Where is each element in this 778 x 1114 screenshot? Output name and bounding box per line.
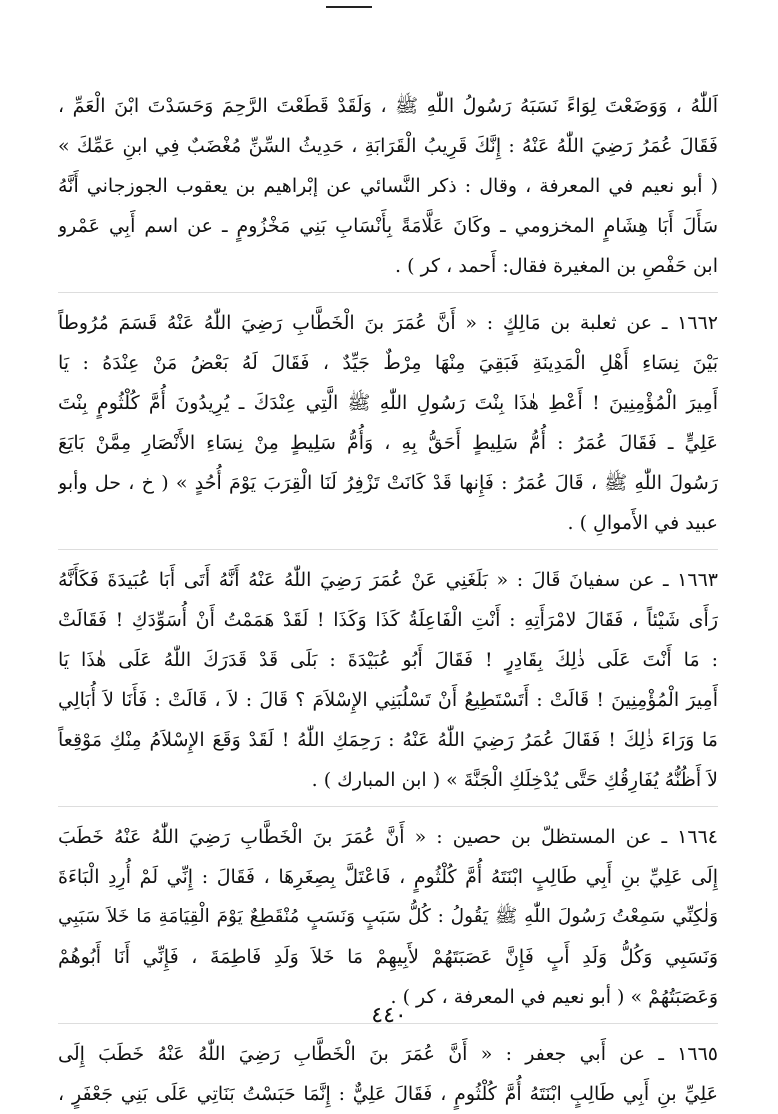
text-line: وَلٰكِنِّي سَمِعْتُ رَسُولَ اللّٰهِ ﷺ يَقُولُ : كُلُّ سَبَبٍ وَنَسَبٍ مُنْقَطِعٌ يَوْمَ الْقِيَامَةِ مَا خَلاَ سَبَبِي bbox=[58, 906, 718, 927]
paragraph-hadith-1664 bbox=[58, 817, 718, 1017]
text-line: ( أبو نعيم في المعرفة ، وقال : ذكر النَّسائي عن إبْراهيم بن يعقوب الجوزجاني أَنَّهُ bbox=[58, 175, 718, 197]
text-line: ١٦٦٥ ـ عن أَبي جعفر : « أَنَّ عُمَرَ بنَ الْخَطَّابِ رَضِيَ اللّٰهُ عَنْهُ خَطَبَ إِلَى bbox=[58, 1043, 718, 1065]
paragraph-hadith-1662 bbox=[58, 303, 718, 543]
text-line: ١٦٦٣ ـ عن سفيانَ قَالَ : « بَلَغَنِي عَنْ عُمَرَ رَضِيَ اللّٰهُ عَنْهُ أَنَّهُ أَتَى أَبَا عُبَيدَةَ فَكَأَنَّهُ bbox=[58, 569, 718, 591]
text-line: أَمِيرَ الْمُؤْمِنِينَ ! قَالَتْ : أَتَسْتَطِيعُ أَنْ تَسْلُبَنِي الإِسْلاَمَ ؟ قَالَ : لاَ ، قَالَتْ : فَأَنَا لاَ أُبَالِي bbox=[58, 689, 718, 711]
paragraph-divider bbox=[58, 292, 718, 293]
text-line: عبيد في الأَموالِ ) . bbox=[567, 512, 718, 534]
text-line: مَا وَرَاءَ ذٰلِكَ ! فَقَالَ عُمَرُ رَضِيَ اللّٰهُ عَنْهُ : رَحِمَكِ اللّٰهُ ! لَقَدْ وَقَعَ الإِسْلاَمُ مِنْكِ مَوْقِعاً bbox=[58, 729, 718, 751]
text-line: رَأَى شَيْئاً ، فَقَالَ لامْرَأَتِهِ : أَنْتِ الْفَاعِلَةُ كَذَا وَكَذَا ! لَقَدْ هَمَمْتُ أَنْ أُسَوِّدَكِ ! فَقَالَتْ bbox=[58, 609, 718, 631]
text-line: عَلِيٍّ ـ فَقَالَ عُمَرُ : أُمُّ سَلِيطٍ أَحَقُّ بِهِ ، وَأُمُّ سَلِيطٍ مِنْ نِسَاءِ الأَنْصَارِ مِمَّنْ بَايَعَ bbox=[58, 432, 718, 454]
page-number: ٤٤٠ bbox=[371, 1003, 407, 1028]
paragraph-intro bbox=[58, 86, 718, 286]
text-line: اَللّٰهُ ، وَوَضَعْتَ لِوَاءً نَسَبَهُ رَسُولُ اللّٰهِ ﷺ ، وَلَقَدْ قَطَعْتَ الرَّحِمَ وَحَسَدْتَ ابْنَ الْعَمِّ ، bbox=[58, 95, 718, 117]
text-line: إِلَى عَلِيِّ بنِ أَبِي طَالِبٍ ابْنَتَهُ أُمَّ كُلْثُومٍ ، فَاعْتَلَّ بِصِغَرِهَا ، فَقَالَ : إِنِّي لَمْ أُرِدِ الْبَاءَةَ bbox=[58, 866, 718, 888]
text-line: فَقَالَ عُمَرُ رَضِيَ اللّٰهُ عَنْهُ : إِنَّكَ قَرِيبُ الْقَرَابَةِ ، حَدِيثُ السِّنِّ مُغْضَبٌ فِي ابنِ عَمِّكَ » bbox=[58, 135, 718, 157]
top-rule bbox=[326, 6, 372, 8]
text-line: سَأَلَ أَبَا هِشَامٍ المخزومي ـ وكَانَ عَلَّامَةً بِأَنْسَابِ بَنِي مَخْزُومٍ ـ عن اسم أَبِي عَمْرو bbox=[58, 215, 718, 237]
text-line: عَلِيِّ بنِ أَبِي طَالِبٍ ابْنَتَهُ أُمَّ كُلْثُومٍ ، فَقَالَ عَلِيٌّ : إِنَّمَا حَبَسْتُ بَنَاتِي عَلَى بَنِي جَعْفَرٍ ، bbox=[58, 1083, 718, 1105]
page-body bbox=[58, 86, 718, 1114]
text-line: ١٦٦٤ ـ عن المستظلّ بن حصين : « أَنَّ عُمَرَ بنَ الْخَطَّابِ رَضِيَ اللّٰهُ عَنْهُ خَطَبَ bbox=[58, 826, 718, 848]
text-line: لاَ أَظُنُّهُ يُفَارِقُكِ حَتَّى يُدْخِلَكِ الْجَنَّةَ » ( ابن المبارك ) . bbox=[311, 769, 718, 791]
text-line: ١٦٦٢ ـ عن ثعلبة بن مَالِكٍ : « أَنَّ عُمَرَ بنَ الْخَطَّابِ رَضِيَ اللّٰهُ عَنْهُ قَسَمَ مُرُوطاً bbox=[58, 312, 718, 334]
text-line: وَعَصَبَتُهُمْ » ( أبو نعيم في المعرفة ، كر ) . bbox=[390, 986, 718, 1008]
paragraph-divider bbox=[58, 806, 718, 807]
text-line: أَمِيرَ الْمُؤْمِنِينَ ! أَعْطِ هٰذَا بِنْتَ رَسُولِ اللّٰهِ ﷺ الَّتِي عِنْدَكَ ـ يُرِيدُونَ أُمَّ كُلْثُومٍ بِنْتَ bbox=[58, 392, 718, 414]
paragraph-hadith-1665 bbox=[58, 1034, 718, 1114]
text-line: ابن حَفْصِ بن المغيرة فقال: أَحمد ، كر ) . bbox=[395, 255, 718, 277]
text-line: بَيْنَ نِسَاءِ أَهْلِ الْمَدِينَةِ فَبَقِيَ مِنْهَا مِرْطٌ جَيِّدٌ ، فَقَالَ لَهُ بَعْضُ مَنْ عِنْدَهُ : يَا bbox=[58, 352, 718, 374]
text-line: رَسُولَ اللّٰهِ ﷺ ، قَالَ عُمَرُ : فَإِنها قَدْ كَانَتْ تَزْفِرُ لَنَا الْقِرَبَ يَوْمَ أُحُدٍ » ( خ ، حل وأبو bbox=[58, 472, 718, 494]
paragraph-hadith-1663 bbox=[58, 560, 718, 800]
paragraph-divider bbox=[58, 549, 718, 550]
text-line: وَنَسَبِي وَكُلُّ وَلَدِ أَبٍ فَإِنَّ عَصَبَتَهُمْ لأَبِيهِمْ مَا خَلاَ وَلَدِ فَاطِمَةَ ، فَإِنِّي أَنَا أَبُوهُمْ bbox=[58, 946, 718, 968]
text-line: : مَا أَنْتَ عَلَى ذٰلِكَ بِقَادِرٍ ! فَقَالَ أَبُو عُبَيْدَةَ : بَلَى قَدْ قَدَرَكَ اللّٰهُ عَلَى هٰذَا يَا bbox=[58, 649, 718, 671]
